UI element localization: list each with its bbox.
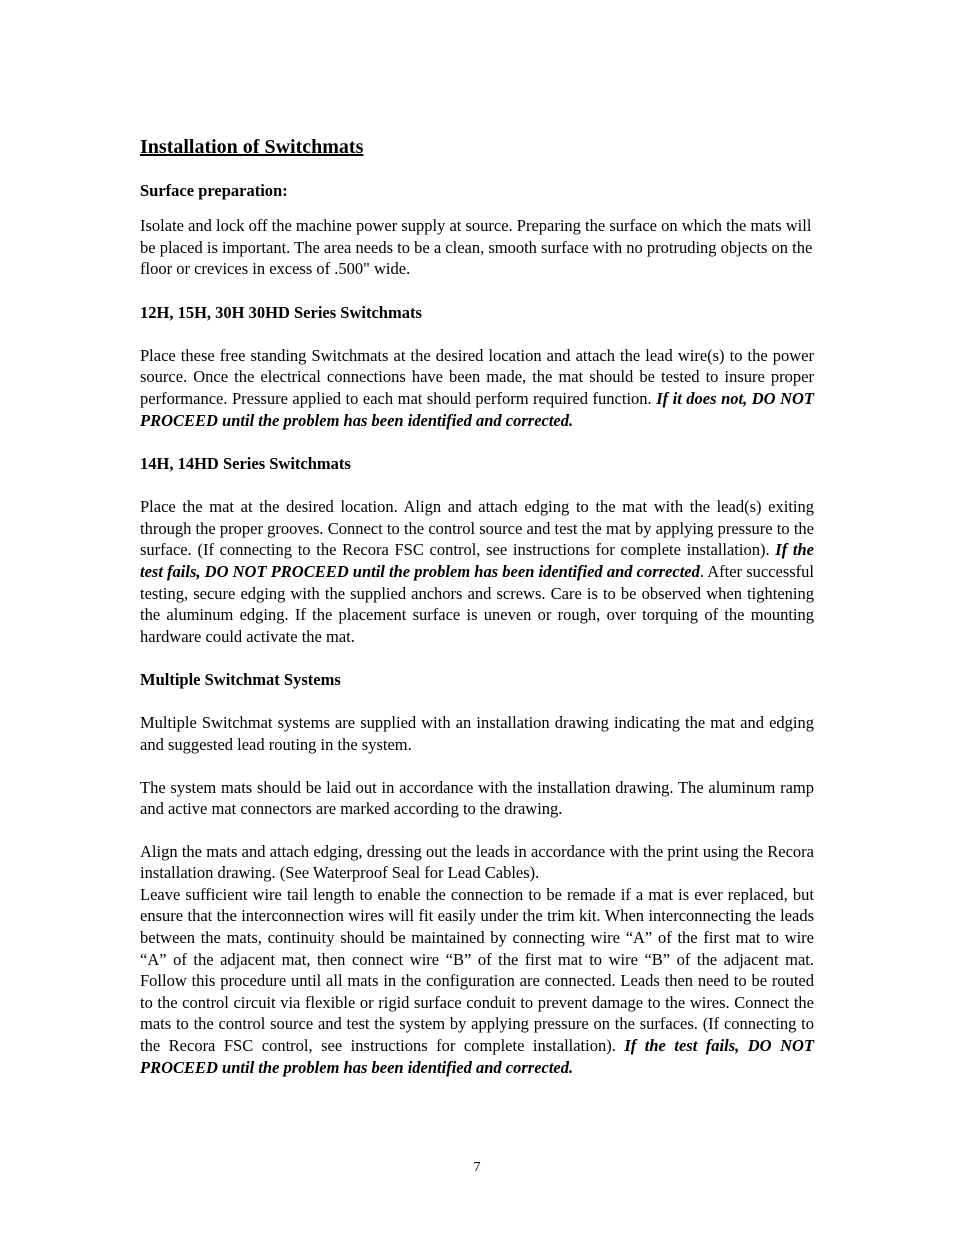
warning-text: If the test fails, DO NOT PROCEED until the problem has been identified and corrected. <box>140 1036 814 1077</box>
heading-multiple-systems: Multiple Switchmat Systems <box>140 670 341 690</box>
document-page <box>140 134 814 1078</box>
paragraph-surface-preparation: Isolate and lock off the machine power supply at source. Preparing the surface on which the mats will be placed is important. The area needs to be a clean, smooth surface with no protruding objects on the floor or crevices in excess of .500" wide. <box>140 216 813 279</box>
heading-14h-series: 14H, 14HD Series Switchmats <box>140 454 351 474</box>
paragraph-text: Place these free standing Switchmats at the desired location and attach the lead wire(s) to the power source. Once the electrical connections have been made, the mat should be tested to insure proper performance. Pressure applied to each mat should perform required function. <box>140 345 814 408</box>
paragraph-text-after: . After successful testing, secure edging with the supplied anchors and screws. Care is to be observed when tightening the aluminum edging. If the placement surface is uneven or rough, over torquing of the mounting hardware could activate the mat. <box>140 561 815 646</box>
paragraph-text: Place the mat at the desired location. Align and attach edging to the mat with the lead(s) exiting through the proper grooves. Connect to the control source and test the mat by applying pressure to the surface. (If connecting to the Recora FSC control, see instructions for complete installation). <box>140 497 814 560</box>
page-title: Installation of Switchmats <box>140 136 364 158</box>
paragraph-multiple-4 <box>140 884 814 1078</box>
paragraph-multiple-3: Align the mats and attach edging, dressing out the leads in accordance with the print using the Recora installation drawing. (See Waterproof Seal for Lead Cables). <box>140 841 814 883</box>
page-number: 7 <box>473 1160 481 1175</box>
warning-text: If the test fails, DO NOT PROCEED until the problem has been identified and corrected <box>140 540 814 581</box>
heading-surface-preparation: Surface preparation: <box>140 181 288 200</box>
paragraph-12h-series <box>140 345 814 431</box>
paragraph-text: Leave sufficient wire tail length to enable the connection to be remade if a mat is ever replaced, but ensure that the interconnection wires will fit easily under the trim kit. When interconnecting the leads between the mats, continuity should be maintained by connecting wire “A” of the first mat to wire “A” of the adjacent mat, then connect wire “B” of the first mat to wire “B” of the adjacent mat. Follow this procedure until all mats in the configuration are connected. Leads then need to be routed to the control circuit via flexible or rigid surface conduit to prevent damage to the wires. Connect the mats to the control source and test the system by applying pressure on the surfaces. (If connecting to the Recora FSC control, see instructions for complete installation). <box>140 884 814 1056</box>
paragraph-multiple-1: Multiple Switchmat systems are supplied with an installation drawing indicating the mat and edging and suggested lead routing in the system. <box>140 713 814 754</box>
paragraph-14h-series <box>140 496 814 647</box>
heading-12h-series: 12H, 15H, 30H 30HD Series Switchmats <box>140 302 422 322</box>
paragraph-multiple-2: The system mats should be laid out in accordance with the installation drawing. The aluminum ramp and active mat connectors are marked according to the drawing. <box>140 777 814 819</box>
warning-text: If it does not, DO NOT PROCEED until the problem has been identified and corrected. <box>140 388 814 430</box>
